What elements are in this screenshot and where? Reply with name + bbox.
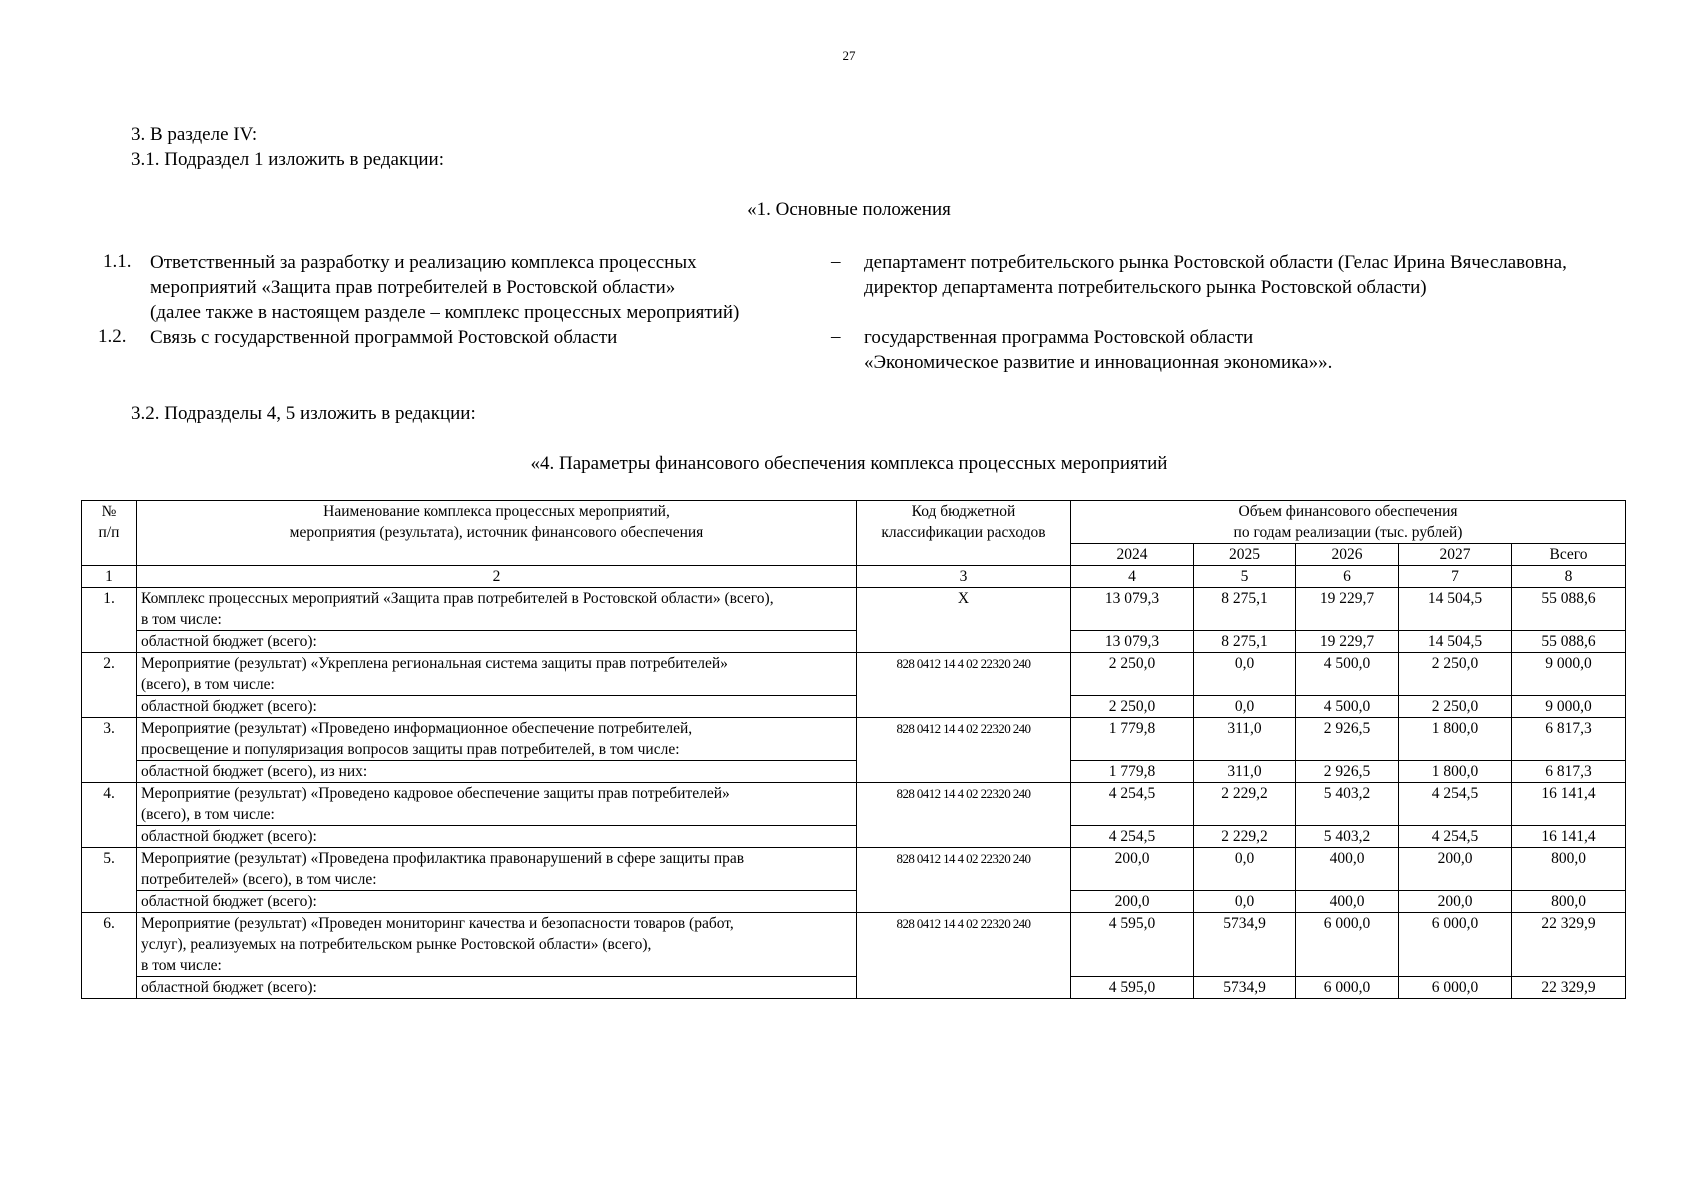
- subrow-value: 22 329,9: [1512, 977, 1626, 999]
- row-value: 800,0: [1512, 848, 1626, 891]
- subrow-value: 400,0: [1296, 891, 1399, 913]
- column-number: 7: [1399, 566, 1512, 588]
- section-4-title: «4. Параметры финансового обеспечения комплекса процессных мероприятий: [530, 453, 1168, 474]
- column-number: 2: [137, 566, 857, 588]
- header-year-2024: 2024: [1071, 544, 1194, 566]
- row-name: Мероприятие (результат) «Проведена профилактика правонарушений в сфере защиты прав потребителей» (всего), в том числе:: [137, 848, 857, 891]
- header-volume: Объем финансового обеспечения по годам реализации (тыс. рублей): [1071, 501, 1626, 544]
- header-name: Наименование комплекса процессных мероприятий, мероприятия (результата), источник финансового обеспечения: [137, 501, 857, 566]
- table-row: [82, 848, 1626, 891]
- column-number: 8: [1512, 566, 1626, 588]
- table-row: [82, 913, 1626, 977]
- table-row: [82, 783, 1626, 826]
- row-value: 0,0: [1194, 848, 1296, 891]
- header-num: № п/п: [82, 501, 137, 566]
- item-1-1-dash: –: [831, 251, 841, 272]
- item-1-2-text: Связь с государственной программой Ростовской области: [150, 327, 618, 348]
- row-value: 6 000,0: [1399, 913, 1512, 977]
- header-year-2027: 2027: [1399, 544, 1512, 566]
- subrow-value: 6 817,3: [1512, 761, 1626, 783]
- row-value: 0,0: [1194, 653, 1296, 696]
- column-number: 5: [1194, 566, 1296, 588]
- table-subrow: [82, 891, 1626, 913]
- subrow-value: 4 254,5: [1071, 826, 1194, 848]
- row-value: 16 141,4: [1512, 783, 1626, 826]
- row-code: 828 0412 14 4 02 22320 240: [857, 718, 1071, 783]
- intro-line-3: 3.2. Подразделы 4, 5 изложить в редакции:: [131, 403, 476, 424]
- item-1-2-number: 1.2.: [98, 326, 127, 347]
- row-value: 4 500,0: [1296, 653, 1399, 696]
- subrow-value: 2 250,0: [1399, 696, 1512, 718]
- subrow-value: 5734,9: [1194, 977, 1296, 999]
- table-subrow: [82, 631, 1626, 653]
- item-1-1-value: департамент потребительского рынка Ростовской области (Гелас Ирина Вячеславовна, директор департамента потребительского рынка Ростовской области): [864, 252, 1567, 298]
- subrow-value: 13 079,3: [1071, 631, 1194, 653]
- row-number: 2.: [82, 653, 137, 718]
- subrow-value: 200,0: [1071, 891, 1194, 913]
- row-code: Х: [857, 588, 1071, 653]
- row-value: 311,0: [1194, 718, 1296, 761]
- row-value: 8 275,1: [1194, 588, 1296, 631]
- column-number: 4: [1071, 566, 1194, 588]
- row-name: Мероприятие (результат) «Проведено кадровое обеспечение защиты прав потребителей» (всего), в том числе:: [137, 783, 857, 826]
- header-year-2026: 2026: [1296, 544, 1399, 566]
- row-number: 5.: [82, 848, 137, 913]
- table-subrow: [82, 761, 1626, 783]
- row-code: 828 0412 14 4 02 22320 240: [857, 848, 1071, 913]
- subrow-value: 0,0: [1194, 696, 1296, 718]
- row-name: Мероприятие (результат) «Проведен мониторинг качества и безопасности товаров (работ, услуг), реализуемых на потребительском рынке Ростовской области» (всего), в том числе:: [137, 913, 857, 977]
- item-1-2-dash: –: [831, 326, 841, 347]
- intro-line-2: 3.1. Подраздел 1 изложить в редакции:: [131, 149, 444, 170]
- row-value: 4 254,5: [1399, 783, 1512, 826]
- row-value: 9 000,0: [1512, 653, 1626, 696]
- row-value: 1 779,8: [1071, 718, 1194, 761]
- subrow-value: 1 779,8: [1071, 761, 1194, 783]
- row-value: 22 329,9: [1512, 913, 1626, 977]
- subrow-name: областной бюджет (всего):: [137, 826, 857, 848]
- row-name: Комплекс процессных мероприятий «Защита прав потребителей в Ростовской области» (всего), в том числе:: [137, 588, 857, 631]
- row-code: 828 0412 14 4 02 22320 240: [857, 783, 1071, 848]
- intro-line-1: 3. В разделе IV:: [131, 124, 258, 145]
- subrow-value: 6 000,0: [1399, 977, 1512, 999]
- subrow-value: 2 250,0: [1071, 696, 1194, 718]
- subrow-name: областной бюджет (всего), из них:: [137, 761, 857, 783]
- row-value: 5734,9: [1194, 913, 1296, 977]
- subrow-value: 200,0: [1399, 891, 1512, 913]
- row-value: 5 403,2: [1296, 783, 1399, 826]
- row-value: 55 088,6: [1512, 588, 1626, 631]
- subrow-value: 4 595,0: [1071, 977, 1194, 999]
- header-year-2025: 2025: [1194, 544, 1296, 566]
- row-number: 6.: [82, 913, 137, 999]
- subrow-name: областной бюджет (всего):: [137, 977, 857, 999]
- column-number: 6: [1296, 566, 1399, 588]
- row-value: 2 926,5: [1296, 718, 1399, 761]
- table-subrow: [82, 826, 1626, 848]
- row-value: 4 595,0: [1071, 913, 1194, 977]
- page-number: 27: [842, 48, 856, 63]
- subrow-value: 19 229,7: [1296, 631, 1399, 653]
- row-value: 6 817,3: [1512, 718, 1626, 761]
- table-row: [82, 718, 1626, 761]
- row-value: 200,0: [1399, 848, 1512, 891]
- row-value: 19 229,7: [1296, 588, 1399, 631]
- row-code: 828 0412 14 4 02 22320 240: [857, 913, 1071, 999]
- row-value: 13 079,3: [1071, 588, 1194, 631]
- subrow-value: 311,0: [1194, 761, 1296, 783]
- row-value: 2 229,2: [1194, 783, 1296, 826]
- row-value: 4 254,5: [1071, 783, 1194, 826]
- item-1-1-text: Ответственный за разработку и реализацию комплекса процессных мероприятий «Защита прав потребителей в Ростовской области» (далее также в настоящем разделе – комплекс процессных мероприятий): [150, 252, 740, 323]
- table-row: [82, 653, 1626, 696]
- row-value: 400,0: [1296, 848, 1399, 891]
- subrow-value: 8 275,1: [1194, 631, 1296, 653]
- row-value: 2 250,0: [1399, 653, 1512, 696]
- subrow-name: областной бюджет (всего):: [137, 631, 857, 653]
- subrow-name: областной бюджет (всего):: [137, 891, 857, 913]
- item-1-2-value: государственная программа Ростовской области «Экономическое развитие и инновационная экономика»».: [864, 327, 1333, 373]
- row-value: 200,0: [1071, 848, 1194, 891]
- subrow-value: 1 800,0: [1399, 761, 1512, 783]
- subrow-value: 55 088,6: [1512, 631, 1626, 653]
- subrow-value: 0,0: [1194, 891, 1296, 913]
- row-name: Мероприятие (результат) «Проведено информационное обеспечение потребителей, просвещение и популяризация вопросов защиты прав потребителей, в том числе:: [137, 718, 857, 761]
- subrow-value: 4 254,5: [1399, 826, 1512, 848]
- financial-table: [81, 500, 1626, 999]
- row-number: 1.: [82, 588, 137, 653]
- column-number: 3: [857, 566, 1071, 588]
- row-value: 6 000,0: [1296, 913, 1399, 977]
- item-1-1-number: 1.1.: [103, 251, 132, 272]
- row-value: 14 504,5: [1399, 588, 1512, 631]
- table-subrow: [82, 696, 1626, 718]
- table-subrow: [82, 977, 1626, 999]
- row-number: 3.: [82, 718, 137, 783]
- subrow-value: 14 504,5: [1399, 631, 1512, 653]
- row-name: Мероприятие (результат) «Укреплена региональная система защиты прав потребителей» (всего), в том числе:: [137, 653, 857, 696]
- header-total: Всего: [1512, 544, 1626, 566]
- section-1-title: «1. Основные положения: [747, 199, 951, 220]
- header-code: Код бюджетной классификации расходов: [857, 501, 1071, 566]
- row-number: 4.: [82, 783, 137, 848]
- subrow-value: 6 000,0: [1296, 977, 1399, 999]
- row-value: 1 800,0: [1399, 718, 1512, 761]
- subrow-value: 9 000,0: [1512, 696, 1626, 718]
- subrow-value: 800,0: [1512, 891, 1626, 913]
- row-value: 2 250,0: [1071, 653, 1194, 696]
- subrow-value: 5 403,2: [1296, 826, 1399, 848]
- column-number: 1: [82, 566, 137, 588]
- subrow-value: 16 141,4: [1512, 826, 1626, 848]
- table-row: [82, 588, 1626, 631]
- subrow-name: областной бюджет (всего):: [137, 696, 857, 718]
- subrow-value: 2 229,2: [1194, 826, 1296, 848]
- subrow-value: 2 926,5: [1296, 761, 1399, 783]
- row-code: 828 0412 14 4 02 22320 240: [857, 653, 1071, 718]
- subrow-value: 4 500,0: [1296, 696, 1399, 718]
